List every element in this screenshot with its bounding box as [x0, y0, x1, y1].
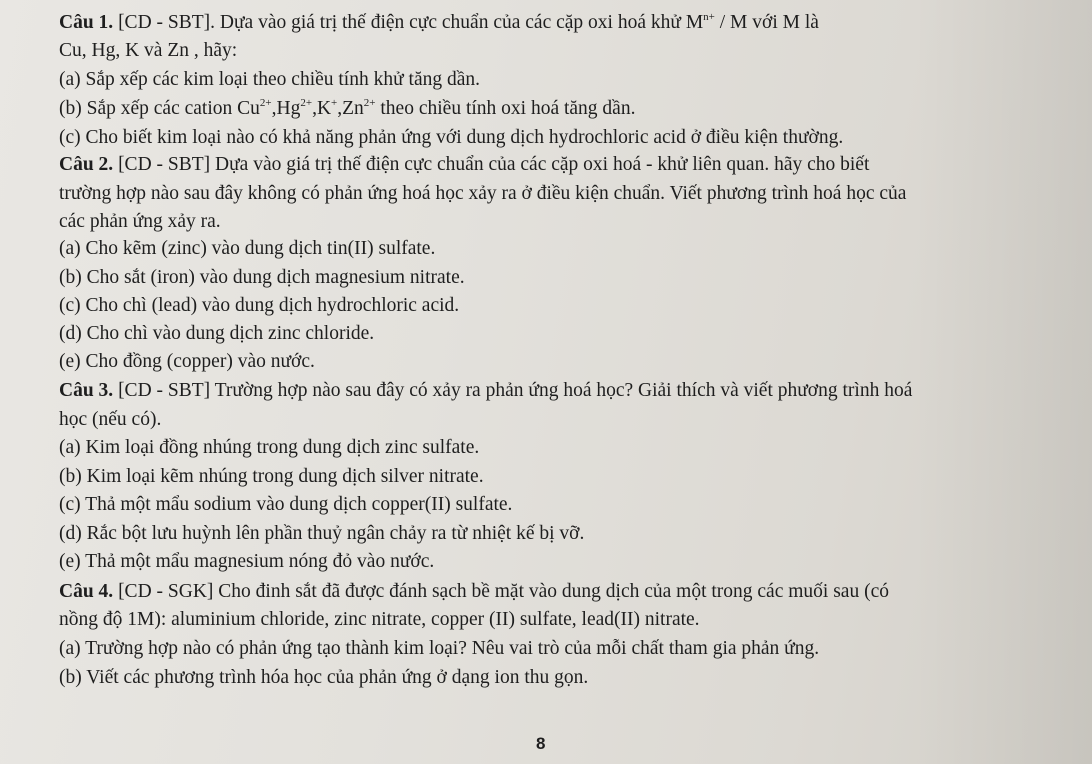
ion-hg: Hg	[276, 98, 301, 119]
q1-metals: Cu, Hg, K và Zn , hãy:	[59, 40, 238, 61]
q2-line-3: các phản ứng xảy ra.	[59, 211, 221, 232]
q4-line-2: nồng độ 1M): aluminium chloride, zinc nitrate, copper (II) sulfate, lead(II) nitrate.	[59, 609, 700, 630]
q2-line-2: trường hợp nào sau đây không có phản ứng hoá học xảy ra ở điều kiện chuẩn. Viết phương trình hoá học của	[59, 183, 907, 204]
q2-title: Câu 2.	[59, 154, 114, 175]
q4-part-b: (b) Viết các phương trình hóa học của phản ứng ở dạng ion thu gọn.	[59, 667, 589, 688]
q3-part-b: (b) Kim loại kẽm nhúng trong dung dịch silver nitrate.	[59, 466, 484, 487]
q2-part-e: (e) Cho đồng (copper) vào nước.	[59, 351, 315, 372]
q1-m-sup: n+	[703, 11, 715, 23]
q2-line-1	[59, 153, 869, 177]
q1-part-b: (b) Sắp xếp các cation $Cu^{2+},Hg^{2+},K^+,Zn^{2+}$ theo chiều tính oxi hoá tăng dần.	[59, 97, 636, 119]
q3-line-1	[59, 379, 912, 403]
q1-m-symbol: M	[685, 12, 704, 33]
q1-intro-a: [CD - SBT]. Dựa vào giá trị thế điện cực chuẩn của các cặp oxi hoá khử	[118, 12, 681, 33]
q4-part-a: (a) Trường hợp nào có phản ứng tạo thành kim loại? Nêu vai trò của mỗi chất tham gia phản ứng.	[59, 638, 820, 659]
ion-zn-charge: 2+	[363, 97, 376, 109]
q3-line-1-text: [CD - SBT] Trường hợp nào sau đây có xảy ra phản ứng hoá học? Giải thích và viết phương trình hoá	[118, 380, 913, 401]
q4-line-1	[59, 580, 889, 604]
q1-part-b-prefix: (b) Sắp xếp các cation	[59, 98, 233, 119]
q4-title: Câu 4.	[59, 581, 114, 602]
ion-cu-charge: 2+	[259, 97, 272, 109]
q1-part-b-suffix: theo chiều tính oxi hoá tăng dần.	[380, 98, 636, 119]
ion-zn: Zn	[342, 98, 364, 119]
q2-part-d: (d) Cho chì vào dung dịch zinc chloride.	[59, 323, 375, 344]
q1-line-1	[59, 11, 819, 35]
page-number: 8	[536, 734, 546, 753]
ion-k-charge: +	[331, 97, 338, 109]
ion-cu: Cu	[237, 98, 260, 119]
q1-title: Câu 1.	[59, 12, 114, 33]
q3-part-c: (c) Thả một mẩu sodium vào dung dịch copper(II) sulfate.	[59, 494, 513, 515]
q3-part-e: (e) Thả một mẩu magnesium nóng đỏ vào nước.	[59, 551, 435, 572]
ion-k: K	[316, 98, 332, 119]
q2-line-1-text: [CD - SBT] Dựa vào giá trị thế điện cực chuẩn của các cặp oxi hoá - khử liên quan. hãy cho biết	[118, 154, 870, 175]
q2-part-c: (c) Cho chì (lead) vào dung dịch hydrochloric acid.	[59, 295, 460, 316]
q1-intro-b: / M với M là	[719, 12, 819, 33]
ion-hg-charge: 2+	[300, 97, 313, 109]
q1-part-a: (a) Sắp xếp các kim loại theo chiều tính khử tăng dần.	[59, 69, 481, 90]
q2-part-a: (a) Cho kẽm (zinc) vào dung dịch tin(II) sulfate.	[59, 238, 436, 259]
q1-part-c: (c) Cho biết kim loại nào có khả năng phản ứng với dung dịch hydrochloric acid ở điều kiện thường.	[59, 127, 844, 148]
q2-part-b: (b) Cho sắt (iron) vào dung dịch magnesium nitrate.	[59, 267, 465, 288]
q3-part-d: (d) Rắc bột lưu huỳnh lên phần thuỷ ngân chảy ra từ nhiệt kế bị vỡ.	[59, 523, 585, 544]
q3-line-2: học (nếu có).	[59, 409, 162, 430]
q3-part-a: (a) Kim loại đồng nhúng trong dung dịch zinc sulfate.	[59, 437, 480, 458]
q3-title: Câu 3.	[59, 380, 114, 401]
q4-line-1-text: [CD - SGK] Cho đinh sắt đã được đánh sạch bề mặt vào dung dịch của một trong các muối sau (có	[118, 581, 889, 602]
